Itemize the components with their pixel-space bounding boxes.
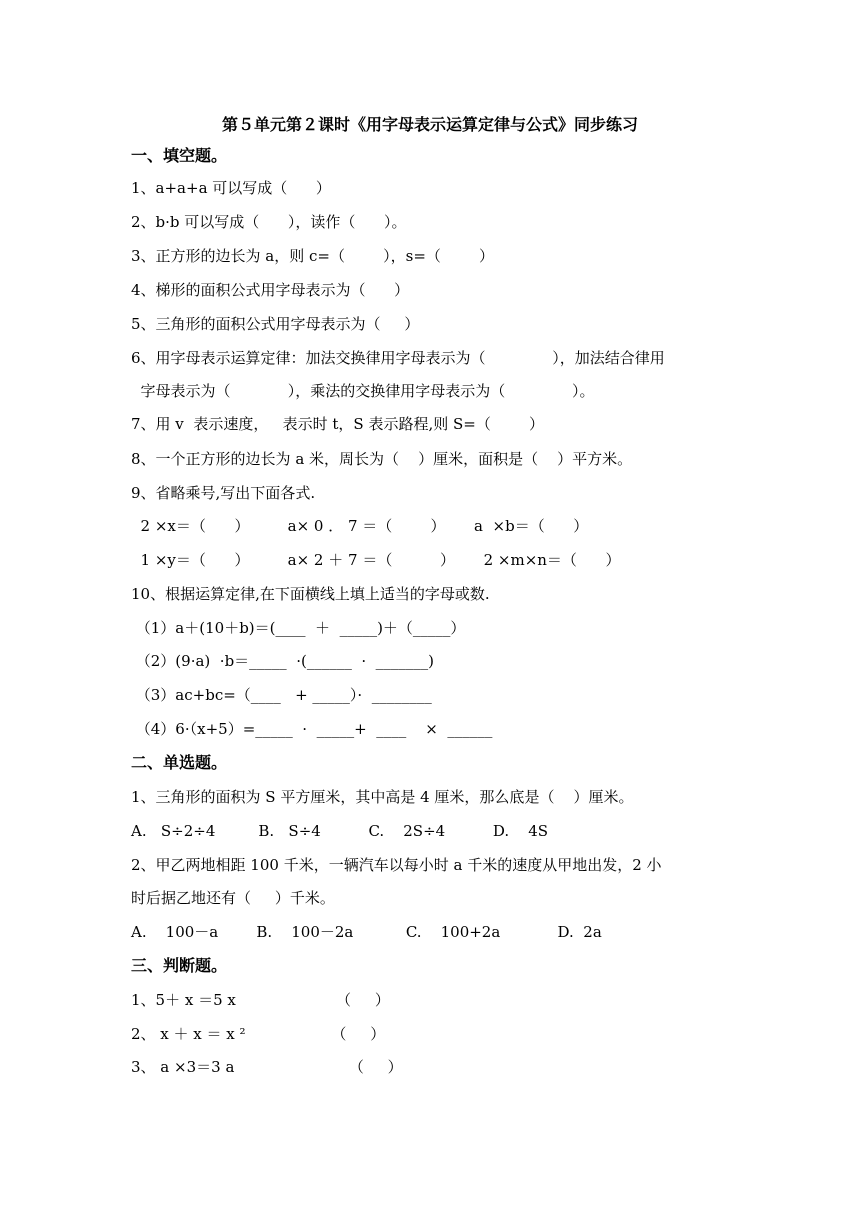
fill-item: 10、根据运算定律,在下面横线上填上适当的字母或数. (131, 585, 490, 603)
fill-item: （1）a＋(10＋b)＝(____ ＋ _____)＋（_____） (131, 619, 466, 637)
judge-item: 2、 x ＋ x ＝ x ² （ ） (131, 1025, 386, 1043)
fill-item: 6、用字母表示运算定律：加法交换律用字母表示为（ ），加法结合律用 (131, 349, 665, 367)
fill-item: 2 ×x＝（ ） a× 0 ． 7 ＝（ ） a ×b＝（ ） (131, 517, 589, 535)
section-heading-judge: 三、判断题。 (131, 956, 228, 975)
fill-item: 8、一个正方形的边长为 a 米，周长为（ ）厘米，面积是（ ）平方米。 (131, 450, 633, 468)
single-item: A. S÷2÷4 B. S÷4 C. 2S÷4 D. 4S (131, 822, 549, 840)
single-item: 1、三角形的面积为 S 平方厘米，其中高是 4 厘米，那么底是（ ）厘米。 (131, 788, 634, 806)
judge-item: 1、5＋ x ＝5 x （ ） (131, 991, 390, 1009)
single-item: 时后据乙地还有（ ）千米。 (131, 889, 335, 907)
fill-item: 9、省略乘号,写出下面各式. (131, 484, 316, 502)
section-heading-fill: 一、填空题。 (131, 146, 228, 165)
fill-item: 1 ×y＝（ ） a× 2 ＋ 7 ＝（ ） 2 ×m×n＝（ ） (131, 551, 621, 569)
fill-item: （3）ac+bc=（____ + _____）· ________ (131, 686, 432, 704)
fill-item: 1、a+a+a 可以写成（ ） (131, 179, 331, 197)
fill-item: 4、梯形的面积公式用字母表示为（ ） (131, 281, 410, 299)
fill-item: （2）(9·a) ·b＝_____ ·(______ · _______) (131, 652, 435, 670)
fill-item: 3、正方形的边长为 a，则 c=（ ），s=（ ） (131, 247, 495, 265)
section-heading-single: 二、单选题。 (131, 753, 228, 772)
judge-item: 3、 a ×3＝3 a （ ） (131, 1058, 403, 1076)
single-item: 2、甲乙两地相距 100 千米，一辆汽车以每小时 a 千米的速度从甲地出发，2 小 (131, 856, 662, 874)
fill-item: 7、用 v 表示速度， 表示时 t，S 表示路程,则 S=（ ） (131, 415, 544, 433)
document-title: 第５单元第２课时《用字母表示运算定律与公式》同步练习 (221, 115, 638, 134)
fill-item: 字母表示为（ ），乘法的交换律用字母表示为（ ）。 (131, 382, 595, 400)
single-item: A. 100－a B. 100－2a C. 100+2a D. 2a (131, 923, 602, 941)
fill-item: （4）6·（x+5）=_____ · _____+ ____ × ______ (131, 720, 493, 738)
fill-item: 2、b·b 可以写成（ ），读作（ ）。 (131, 213, 407, 231)
fill-item: 5、三角形的面积公式用字母表示为（ ） (131, 315, 420, 333)
